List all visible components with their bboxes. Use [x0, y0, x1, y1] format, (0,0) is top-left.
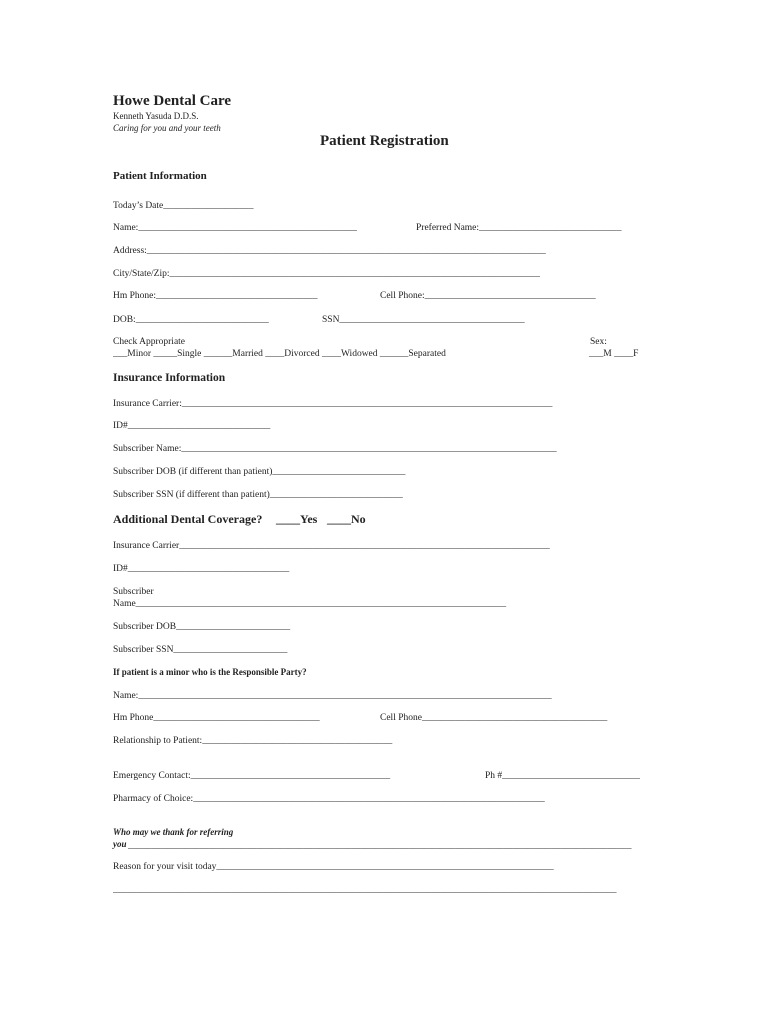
dob-field[interactable]: DOB:____________________________: [113, 315, 269, 325]
cell-phone-field[interactable]: Cell Phone:____________________________________: [380, 291, 596, 301]
emergency-phone-field[interactable]: Ph #_____________________________: [485, 771, 640, 781]
subscriber-name-field[interactable]: Subscriber Name:_______________________________________________________________________________: [113, 444, 557, 454]
additional-carrier-field[interactable]: Insurance Carrier______________________________________________________________________________: [113, 541, 550, 551]
additional-id-field[interactable]: ID#__________________________________: [113, 564, 290, 574]
responsible-cell-phone-field[interactable]: Cell Phone_______________________________________: [380, 713, 608, 723]
insurance-info-heading: Insurance Information: [113, 372, 226, 384]
form-title: Patient Registration: [320, 133, 449, 149]
additional-subscriber-dob-field[interactable]: Subscriber DOB________________________: [113, 622, 291, 632]
additional-subscriber-ssn-field[interactable]: Subscriber SSN________________________: [113, 645, 288, 655]
referral-field[interactable]: __________________________________________________________________________________________________________: [128, 841, 632, 851]
hm-phone-field[interactable]: Hm Phone:__________________________________: [113, 291, 318, 301]
responsible-hm-phone-field[interactable]: Hm Phone___________________________________: [113, 713, 320, 723]
responsible-name-field[interactable]: Name:_______________________________________________________________________________________: [113, 691, 552, 701]
additional-coverage-no[interactable]: ____No: [327, 512, 366, 526]
sex-label: Sex:: [590, 337, 607, 347]
sex-options[interactable]: ___M ____F: [589, 349, 639, 359]
patient-info-heading: Patient Information: [113, 170, 207, 182]
preferred-name-field[interactable]: Preferred Name:______________________________: [416, 223, 622, 233]
city-state-zip-field[interactable]: City/State/Zip:______________________________________________________________________________: [113, 269, 540, 279]
reason-field-line2[interactable]: __________________________________________________________________________________________________________: [113, 885, 617, 895]
relationship-field[interactable]: Relationship to Patient:________________________________________: [113, 736, 393, 746]
practice-name: Howe Dental Care: [113, 93, 232, 109]
address-field[interactable]: Address:____________________________________________________________________________________: [113, 246, 546, 256]
additional-subscriber-label: Subscriber: [113, 587, 154, 597]
insurance-id-field[interactable]: ID#______________________________: [113, 421, 271, 431]
subscriber-ssn-field[interactable]: Subscriber SSN (if different than patient)____________________________: [113, 490, 403, 500]
referral-question: Who may we thank for referring: [113, 827, 234, 837]
check-appropriate-label: Check Appropriate: [113, 337, 186, 347]
subscriber-dob-field[interactable]: Subscriber DOB (if different than patient)____________________________: [113, 467, 406, 477]
todays-date-field[interactable]: Today’s Date___________________: [113, 201, 254, 211]
insurance-carrier-field[interactable]: Insurance Carrier:______________________________________________________________________________: [113, 399, 553, 409]
responsible-party-heading: If patient is a minor who is the Responsible Party?: [113, 667, 307, 677]
pharmacy-field[interactable]: Pharmacy of Choice:__________________________________________________________________________: [113, 794, 545, 804]
name-field[interactable]: Name:______________________________________________: [113, 223, 357, 233]
additional-subscriber-name-field[interactable]: Name______________________________________________________________________________: [113, 599, 507, 609]
emergency-contact-field[interactable]: Emergency Contact:__________________________________________: [113, 771, 391, 781]
marital-status-options[interactable]: ___Minor _____Single ______Married ____Divorced ____Widowed ______Separated: [113, 349, 446, 359]
additional-coverage-heading: Additional Dental Coverage?: [113, 512, 263, 526]
ssn-field[interactable]: SSN_______________________________________: [322, 315, 525, 325]
practice-tagline: Caring for you and your teeth: [113, 123, 221, 133]
doctor-name: Kenneth Yasuda D.D.S.: [113, 111, 199, 121]
reason-field[interactable]: Reason for your visit today_______________________________________________________________________: [113, 862, 554, 872]
referral-you: you: [113, 839, 127, 849]
additional-coverage-yes[interactable]: ____Yes: [276, 512, 318, 526]
